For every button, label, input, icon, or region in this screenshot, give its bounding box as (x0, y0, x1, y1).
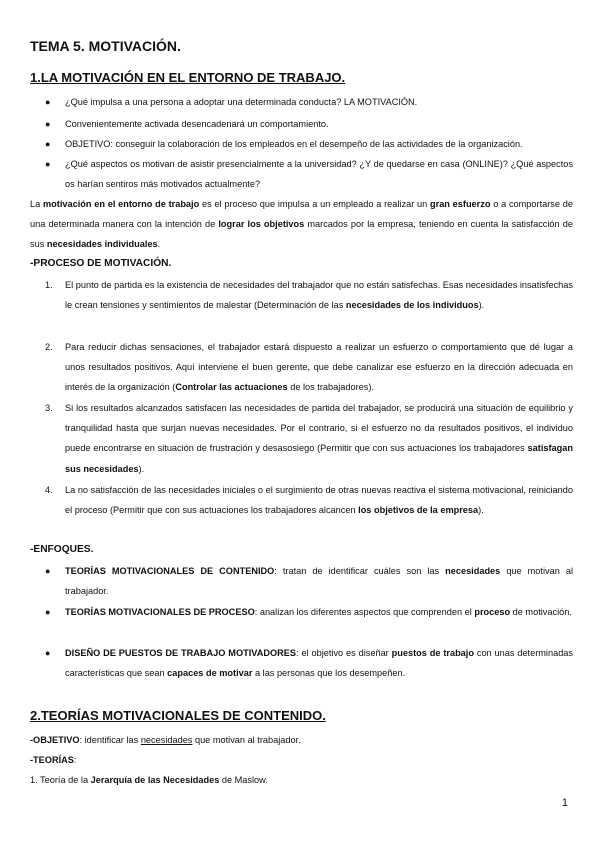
text-run: : identificar las (79, 735, 141, 745)
text-run: marcados por la empresa, teniendo en cuenta la satisfacción de sus (30, 219, 573, 250)
text-run: Para reducir dichas sensaciones, el trabajador estará dispuesto a realizar un esfuerzo o comportamiento que dé lugar a unos resultados positivos. Aquí interviene el buen gerente, que debe canalizar ese esfuerzo en la dirección adecuada en interés de la organización ( (65, 342, 573, 393)
item-number: 4. (45, 485, 53, 495)
underlined-run: necesidades (140, 735, 193, 745)
text-run: ). (478, 505, 484, 516)
text-run: El punto de partida es la existencia de necesidades del trabajador que no están satisfechas. Esas necesidades insatisfechas le crean tensiones y sentimientos de malestar (Determinación de las (65, 280, 573, 311)
bullet-text (65, 561, 573, 601)
bold-run: lograr los objetivos (218, 219, 305, 230)
text-run: 1. Teoría de la (30, 775, 91, 785)
text-run: de los trabajadores). (287, 382, 374, 393)
bold-run: necesidades individuales (46, 239, 158, 250)
item-number: 3. (45, 403, 53, 413)
objective-line (30, 730, 573, 750)
bullet-icon: ● (45, 648, 51, 658)
bold-run: proceso (474, 607, 511, 617)
text-run: : (73, 755, 77, 765)
text-run: que motivan al trabajador. (65, 566, 573, 597)
text-run: o a comportarse de una determinada manera con la intención de (30, 199, 573, 230)
bullet-text: OBJETIVO: conseguir la colaboración de los empleados en el desempeño de las actividades de la organización. (65, 139, 523, 149)
text-run: : el objetivo es diseñar (296, 648, 392, 658)
definition-paragraph (30, 194, 573, 255)
theories-label (30, 750, 573, 770)
text-run: . (157, 239, 161, 250)
bold-run: -OBJETIVO (30, 735, 80, 745)
bullet-icon: ● (45, 607, 51, 617)
document-title: TEMA 5. MOTIVACIÓN. (30, 38, 181, 54)
bold-run: TEORÍAS MOTIVACIONALES DE PROCESO (65, 607, 255, 617)
item-text (65, 398, 573, 479)
bold-run: TEORÍAS MOTIVACIONALES DE CONTENIDO (65, 566, 275, 576)
bullet-icon: ● (45, 159, 51, 169)
bold-run: los objetivos de la empresa (358, 505, 479, 516)
page-number: 1 (561, 797, 568, 809)
process-heading: -PROCESO DE MOTIVACIÓN. (30, 258, 172, 269)
section1-heading: 1.LA MOTIVACIÓN EN EL ENTORNO DE TRABAJO. (30, 70, 346, 85)
text-run: que motivan al trabajador. (192, 735, 301, 745)
bold-run: necesidades de los individuos (345, 300, 479, 311)
item-number: 2. (45, 342, 53, 352)
bullet-text: Convenientemente activada desencadenará un comportamiento. (65, 119, 329, 129)
text-run: es el proceso que impulsa a un empleado a realizar un (199, 199, 430, 209)
text-run: a las personas que los desempeñen. (252, 668, 406, 679)
section2-heading: 2.TEORÍAS MOTIVACIONALES DE CONTENIDO. (30, 708, 326, 723)
bold-run: gran esfuerzo (430, 199, 491, 209)
bold-run: necesidades (445, 566, 501, 576)
bold-run: puestos de trabajo (391, 648, 474, 658)
text-run: : tratan de identificar cuáles son las (274, 566, 446, 576)
bullet-icon: ● (45, 139, 51, 149)
bullet-text (65, 602, 573, 622)
bold-run: motivación en el entorno de trabajo (42, 199, 200, 209)
text-run: de Maslow. (219, 775, 268, 785)
bold-run: Controlar las actuaciones (175, 382, 288, 393)
bullet-text (65, 643, 573, 683)
bold-run: -TEORÍAS (30, 755, 74, 765)
item-text (65, 480, 573, 520)
bold-run: capaces de motivar (167, 668, 253, 679)
bullet-icon: ● (45, 119, 51, 129)
text-run: ). (478, 300, 485, 311)
text-run: ). (138, 463, 145, 474)
bold-run: Jerarquía de las Necesidades (90, 775, 220, 785)
approaches-heading: -ENFOQUES. (30, 544, 94, 555)
text-run: La no satisfacción de las necesidades iniciales o el surgimiento de otras nuevas reactiva el sistema motivacional, reiniciando el proceso (Permitir que con sus actuaciones los trabajadores alcancen (65, 485, 573, 516)
bullet-icon: ● (45, 566, 51, 576)
text-run: de motivación. (510, 607, 572, 617)
item-number: 1. (45, 280, 53, 290)
item-text (65, 275, 573, 315)
item-text (65, 337, 573, 398)
bullet-text: ¿Qué aspectos os motivan de asistir presencialmente a la universidad? ¿Y de quedarse en casa (ONLINE)? ¿Qué aspectos os harían sentiros más motivados actualmente? (65, 159, 573, 190)
theory-item (30, 770, 573, 790)
text-run: La (30, 199, 43, 209)
text-run: Si los resultados alcanzados satisfacen las necesidades de partida del trabajador, se producirá una situación de equilibrio y tranquilidad hasta que surjan nuevas necesidades. Por el contrario, si el esfuerzo no da resultados positivos, el individuo puede encontrarse en situación de frustración y desasosiego (Permitir que con sus actuaciones los trabajadores (65, 403, 573, 454)
bullet-text: ¿Qué impulsa a una persona a adoptar una determinada conducta? LA MOTIVACIÓN. (65, 97, 418, 107)
text-run: : analizan los diferentes aspectos que comprenden el (254, 607, 475, 617)
bold-run: DISEÑO DE PUESTOS DE TRABAJO MOTIVADORES (65, 648, 297, 658)
bold-run: satisfagan sus necesidades (65, 443, 573, 474)
bullet-icon: ● (45, 97, 51, 107)
text-run: con unas determinadas características que sean (65, 648, 574, 679)
